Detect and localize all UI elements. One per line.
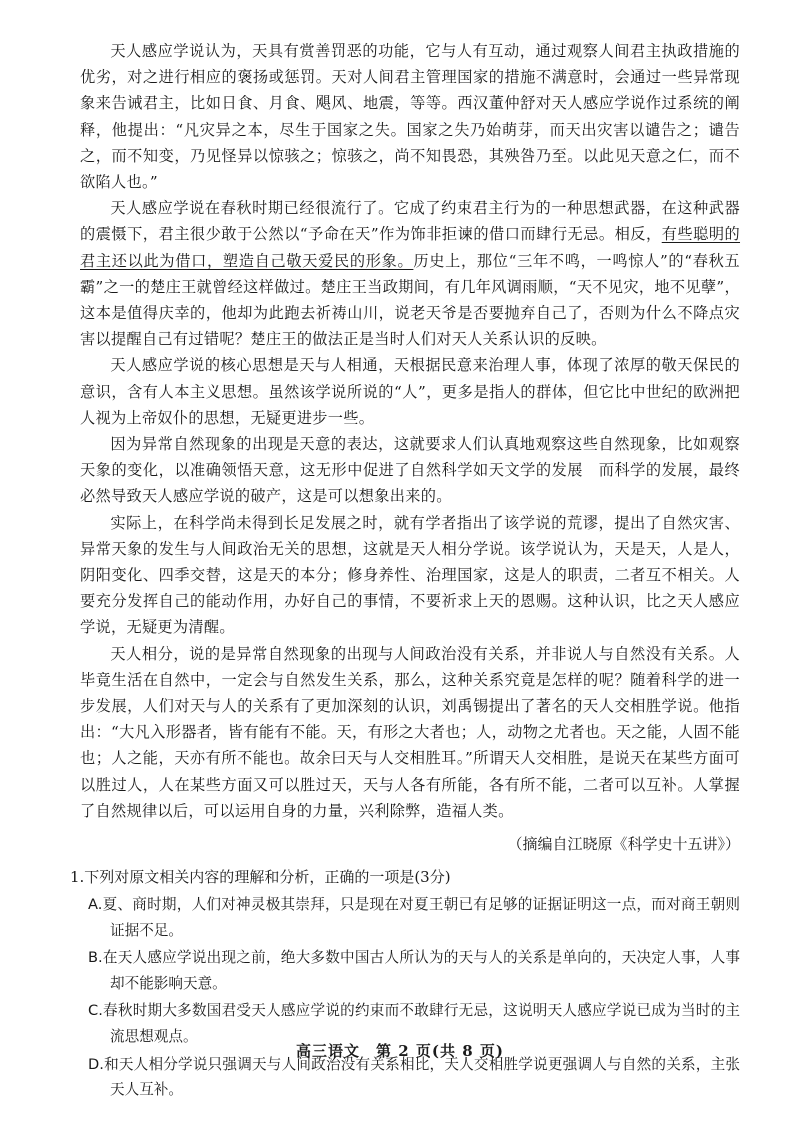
underlined-sentence: 有些聪明的君主还以此为借口，塑造自己敬天爱民的形象。 xyxy=(80,225,741,270)
passage-paragraph-4: 因为异常自然现象的出现是天意的表达，这就要求人们认真地观察这些自然现象，比如观察天象的变化，以准确领悟天意，这无形中促进了自然科学如天文学的发展 而科学的发展，最终必然导致天人感应学说的破产，这是可以想象出来的。 xyxy=(80,435,740,506)
passage-paragraph-5: 实际上，在科学尚未得到长足发展之时，就有学者指出了该学说的荒谬，提出了自然灾害、异常天象的发生与人间政治无关的思想，这就是天人相分学说。该学说认为，天是天，人是人，阴阳变化、四季交替，这是天的本分；修身养性、治理国家，这是人的职责，二者互不相关。人要充分发挥自己的能动作用，办好自己的事情，不要祈求上天的恩赐。这种认识，比之天人感应学说，无疑更为清醒。 xyxy=(80,513,740,637)
option-b: B.在天人感应学说出现之前，绝大多数中国古人所认为的天与人的关系是单向的，天决定人事，人事却不能影响天意。 xyxy=(88,949,740,992)
passage-paragraph-2 xyxy=(80,195,740,352)
passage-paragraph-6: 天人相分，说的是异常自然现象的出现与人间政治没有关系，并非说人与自然没有关系。人毕竟生活在自然中，一定会与自然发生关系，那么，这种关系究竟是怎样的呢？随着科学的进一步发展，人们对天与人的关系有了更加深刻的认识，刘禹锡提出了著名的天人交相胜学说。他指出：“大凡入形器者，皆有能有不能。天，有形之大者也；人，动物之尤者也。天之能，人固不能也；人之能，天亦有所不能也。故余曰天与人交相胜耳。”所谓天人交相胜，是说天在某些方面可以胜过人，人在某些方面又可以胜过天，天与人各有所能，各有所不能，二者可以互补。人掌握了自然规律以后，可以运用自身的力量，兴利除弊，造福人类。 xyxy=(80,644,740,820)
option-c: C.春秋时期大多数国君受天人感应学说的约束而不敢肆行无忌，这说明天人感应学说已成为当时的主流思想观点。 xyxy=(88,1002,740,1046)
passage-source: （摘编自江晓原《科学史十五讲》） xyxy=(507,835,740,854)
paragraph-2-text-b: 历史上，那位“三年不鸣，一鸣惊人”的“春秋五霸”之一的楚庄王就曾经这样做过。楚庄王当政期间，有几年风调雨顺，“天不见灾，地不见孽”，这本是值得庆幸的，他却为此跑去祈祷山川，说老天爷是否要抛弃自己了，否则为什么不降点灾害以提醒自己有过错呢？楚庄王的做法正是当时人们对天人关系认识的反映。 xyxy=(80,251,740,349)
reading-passage xyxy=(80,38,740,858)
option-d: D.和天人相分学说只强调天与人间政治没有关系相比，天人交相胜学说更强调人与自然的关系，主张天人互补。 xyxy=(88,1055,740,1099)
question-1 xyxy=(70,864,740,1103)
question-stem: 1.下列对原文相关内容的理解和分析，正确的一项是(3分) xyxy=(70,868,451,887)
option-a: A.夏、商时期，人们对神灵极其崇拜，只是现在对夏王朝已有足够的证据证明这一点，而对商王朝则证据不足。 xyxy=(88,896,740,939)
paragraph-2-text-a: 天人感应学说在春秋时期已经很流行了。它成了约束君主行为的一种思想武器，在这种武器的震慑下，君主很少敢于公然以“予命在天”作为饰非拒谏的借口而肆行无忌。相反， xyxy=(80,199,740,244)
page-footer: 高三语文 第 2 页(共 8 页) xyxy=(296,1042,504,1060)
passage-paragraph-3: 天人感应学说的核心思想是天与人相通，天根据民意来治理人事，体现了浓厚的敬天保民的意识，含有人本主义思想。虽然该学说所说的“人”，更多是指人的群体，但它比中世纪的欧洲把人视为上帝奴仆的思想，无疑更进步一些。 xyxy=(80,356,740,427)
passage-paragraph-1: 天人感应学说认为，天具有赏善罚恶的功能，它与人有互动，通过观察人间君主执政措施的优劣，对之进行相应的褒扬或惩罚。天对人间君主管理国家的措施不满意时，会通过一些异常现象来告诫君主，比如日食、月食、飓风、地震，等等。西汉董仲舒对天人感应学说作过系统的阐释，他提出：“凡灾异之本，尽生于国家之失。国家之失乃始萌芽，而天出灾害以谴告之；谴告之，而不知变，乃见怪异以惊骇之；惊骇之，尚不知畏恐，其殃咎乃至。以此见天意之仁，而不欲陷人也。” xyxy=(80,42,740,192)
